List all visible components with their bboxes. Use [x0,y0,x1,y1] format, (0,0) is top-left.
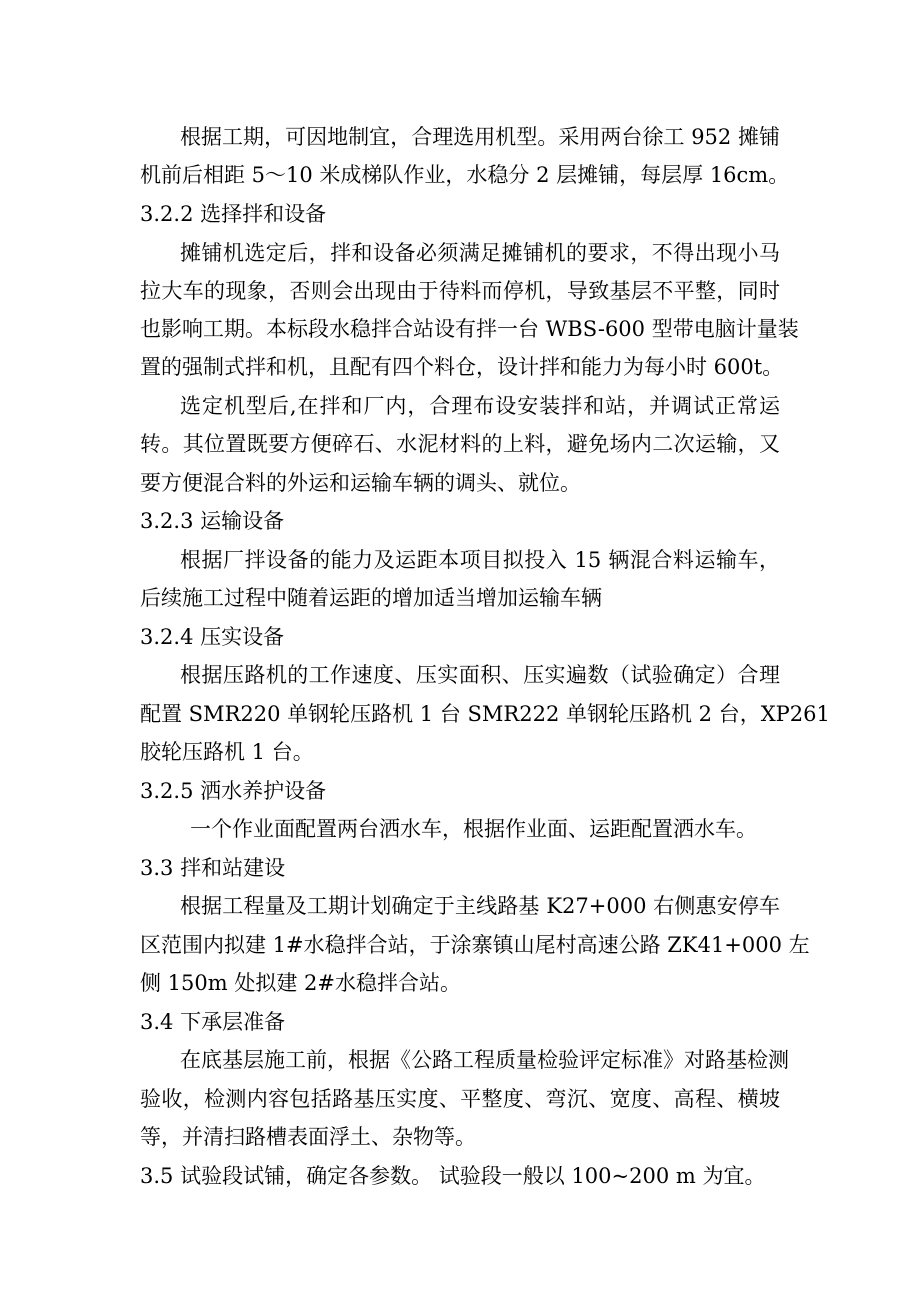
paragraph-line: 等，并清扫路槽表面浮土、杂物等。 [140,1125,476,1149]
section-heading: 3.2.5 洒水养护设备 [140,779,327,803]
paragraph-line: 选定机型后,在拌和厂内，合理布设安装拌和站，并调试正常运 [180,394,780,418]
paragraph-line: 在底基层施工前，根据《公路工程质量检验评定标准》对路基检测 [180,1048,789,1072]
section-heading: 3.3 拌和站建设 [140,856,286,880]
paragraph-line: 配置 SMR220 单钢轮压路机 1 台 SMR222 单钢轮压路机 2 台，XP261 [140,702,830,726]
paragraph-line: 根据工程量及工期计划确定于主线路基 K27+000 右侧惠安停车 [180,894,780,918]
paragraph-line: 侧 150m 处拟建 2#水稳拌合站。 [140,971,461,995]
paragraph-line: 后续施工过程中随着运距的增加适当增加运输车辆 [140,586,602,610]
paragraph-line: 转。其位置既要方便碎石、水泥材料的上料，避免场内二次运输，又 [140,432,780,456]
paragraph-line: 置的强制式拌和机，且配有四个料仓，设计拌和能力为每小时 600t。 [140,355,784,379]
paragraph-line: 根据厂拌设备的能力及运距本项目拟投入 15 辆混合料运输车， [180,548,780,572]
paragraph-line: 根据压路机的工作速度、压实面积、压实遍数（试验确定）合理 [180,663,780,687]
paragraph-line: 胶轮压路机 1 台。 [140,740,314,764]
paragraph-line: 一个作业面配置两台洒水车，根据作业面、运距配置洒水车。 [190,817,757,841]
paragraph-line: 区范围内拟建 1#水稳拌合站，于涂寨镇山尾村高速公路 ZK41+000 左 [140,933,810,957]
section-heading: 3.4 下承层准备 [140,1010,286,1034]
paragraph-line: 拉大车的现象，否则会出现由于待料而停机，导致基层不平整，同时 [140,279,780,303]
section-heading: 3.2.3 运输设备 [140,509,285,533]
paragraph-line: 摊铺机选定后，拌和设备必须满足摊铺机的要求，不得出现小马 [180,241,780,265]
section-heading: 3.2.4 压实设备 [140,625,285,649]
paragraph-line: 机前后相距 5～10 米成梯队作业，水稳分 2 层摊铺，每层厚 16cm。 [140,163,790,187]
paragraph-line: 也影响工期。本标段水稳拌合站设有拌一台 WBS-600 型带电脑计量装 [140,317,799,341]
paragraph-line: 要方便混合料的外运和运输车辆的调头、就位。 [140,471,581,495]
paragraph-line: 根据工期，可因地制宜，合理选用机型。采用两台徐工 952 摊铺 [180,125,780,149]
section-heading: 3.5 试验段试铺，确定各参数。 试验段一般以 100~200 m 为宜。 [140,1164,766,1188]
section-heading: 3.2.2 选择拌和设备 [140,202,327,226]
paragraph-line: 验收，检测内容包括路基压实度、平整度、弯沉、宽度、高程、横坡 [140,1087,780,1111]
